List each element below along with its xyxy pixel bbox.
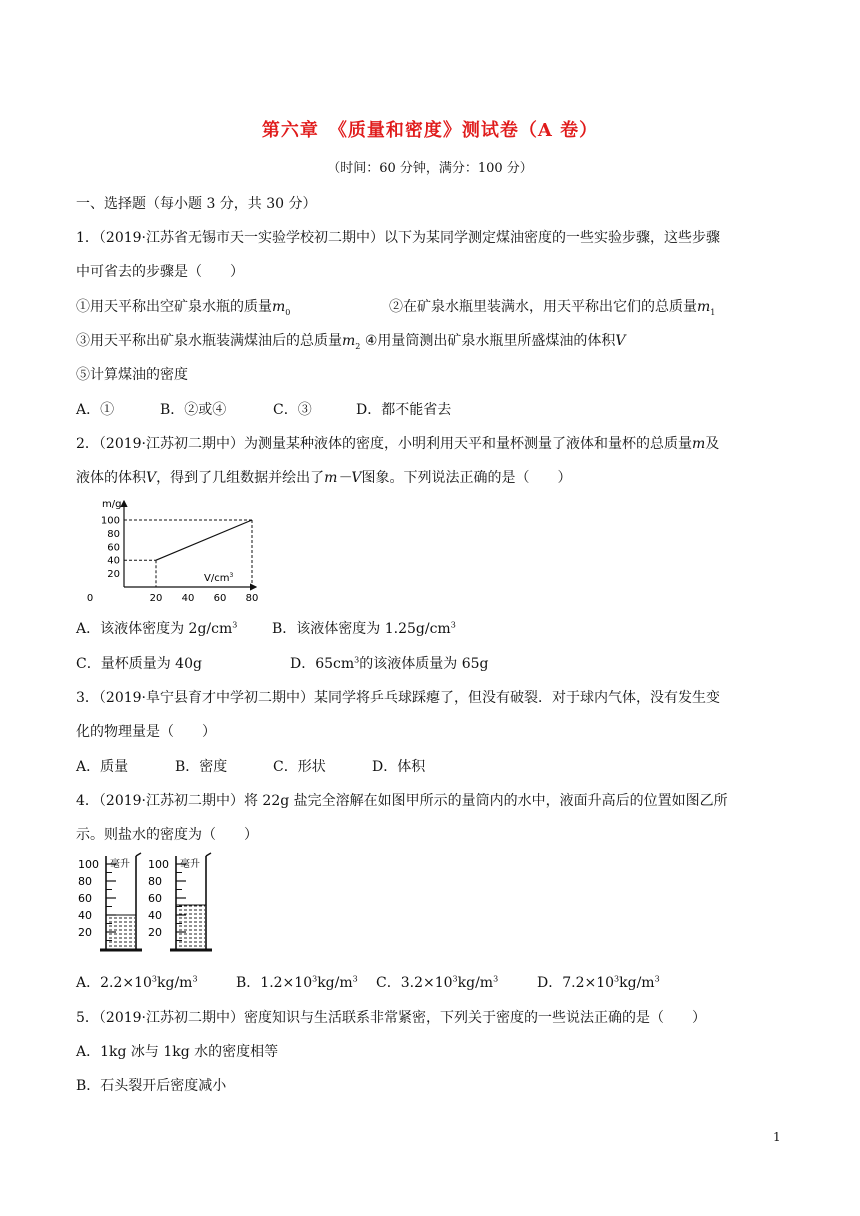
q4-option-b[interactable]: B．$1.2\times 10^3kg/m^3$ (236, 974, 358, 991)
q2-option-d[interactable]: D．$65cm^3$的该液体质量为 65g (290, 655, 489, 672)
q2-option-c[interactable]: C．量杯质量为 40g (76, 656, 202, 672)
q2-stem-line1: 2．（2019·江苏初二期中）为测量某种液体的密度，小明利用天平和量杯测量了液体和量杯的总质量m及 (76, 436, 720, 452)
x-tick-label: 0 (86, 593, 94, 604)
q1-step3: ③用天平称出矿泉水瓶装满煤油后的总质量$m_2$ ④用量筒测出矿泉水瓶里所盛煤油的体积V (76, 333, 626, 351)
page-number: 1 (773, 1130, 781, 1144)
section-heading: 一、选择题（每小题 3 分，共 30 分） (76, 196, 317, 212)
page-title: 第六章 《质量和密度》测试卷（A 卷） (261, 120, 599, 141)
q3-stem-line1: 3．（2019·阜宁县育才中学初二期中）某同学将乒乓球踩瘪了，但没有破裂．对于球内气体，没有发生变 (76, 690, 720, 706)
q2-option-b[interactable]: B．该液体密度为 $1.25g/cm^3$ (272, 620, 456, 637)
q4-stem-line2: 示。则盐水的密度为（ ） (76, 827, 258, 843)
x-tick-label: 80 (245, 593, 259, 604)
q2-stem-line2: 液体的体积V，得到了几组数据并绘出了m－V图象。下列说法正确的是（ ） (76, 470, 572, 486)
cylinder-tick-label: 80 (148, 875, 162, 888)
q4-option-d[interactable]: D．$7.2\times 10^3kg/m^3$ (537, 974, 660, 991)
q4-option-c[interactable]: C．$3.2\times 10^3kg/m^3$ (376, 974, 499, 991)
data-line (156, 520, 252, 560)
cylinder-tick-label: 80 (78, 875, 92, 888)
q1-stem-line2: 中可省去的步骤是（ ） (76, 264, 244, 280)
q5-option-b[interactable]: B．石头裂开后密度减小 (76, 1078, 227, 1094)
q1-option-b[interactable]: B．②或④ (160, 402, 227, 418)
y-tick-label: 20 (107, 569, 120, 581)
q3-stem-line2: 化的物理量是（ ） (76, 724, 216, 740)
liquid-fill (177, 905, 205, 948)
cylinder-tick-label: 40 (78, 909, 92, 922)
q1-step2: ②在矿泉水瓶里装满水，用天平称出它们的总质量$m_1$ (389, 299, 716, 317)
q1-option-c[interactable]: C．③ (273, 402, 312, 418)
q3-option-b[interactable]: B．密度 (175, 759, 228, 775)
x-axis-label: $V/cm^3$ (204, 572, 234, 584)
page-subtitle: （时间：60 分钟，满分：100 分） (327, 161, 533, 176)
q1-option-a[interactable]: A．① (76, 402, 115, 418)
q5-option-a[interactable]: A．1kg 冰与 1kg 水的密度相等 (76, 1044, 279, 1060)
y-tick-label: 60 (107, 542, 120, 554)
cylinder-tick-label: 20 (78, 926, 92, 939)
q3-option-a[interactable]: A．质量 (76, 759, 129, 775)
cylinder-tick-label: 100 (78, 858, 99, 871)
q1-stem-line1: 1．（2019·江苏省无锡市天一实验学校初二期中）以下为某同学测定煤油密度的一些实验步骤，这些步骤 (76, 230, 720, 246)
mass-volume-graph (72, 493, 262, 611)
cylinder-tick-label: 20 (148, 926, 162, 939)
q2-option-a[interactable]: A．该液体密度为 $2g/cm^3$ (76, 620, 238, 637)
y-tick-label: 80 (107, 528, 120, 540)
q3-option-c[interactable]: C．形状 (273, 759, 326, 775)
cylinder-tick-label: 60 (148, 892, 162, 905)
x-tick-label: 40 (181, 593, 195, 604)
cylinder-tick-label: 40 (148, 909, 162, 922)
cylinder-spout (206, 853, 211, 856)
q1-step5: ⑤计算煤油的密度 (76, 367, 188, 383)
y-axis-label: m/g (102, 499, 122, 510)
q4-stem-line1: 4．（2019·江苏初二期中）将 22g 盐完全溶解在如图甲所示的量筒内的水中，液面升高后的位置如图乙所 (76, 793, 728, 809)
y-tick-label: 100 (100, 515, 120, 527)
cylinder-tick-label: 60 (78, 892, 92, 905)
q5-stem: 5．（2019·江苏初二期中）密度知识与生活联系非常紧密，下列关于密度的一些说法正确的是（ ） (76, 1010, 706, 1026)
cylinder-unit-label: 毫升 (110, 859, 130, 870)
graduated-cylinders-figure (74, 852, 224, 962)
y-tick-label: 40 (107, 555, 120, 567)
cylinder-yi (148, 853, 212, 950)
cylinder-spout (136, 853, 141, 856)
x-tick-label: 60 (213, 593, 227, 604)
x-tick-label: 20 (149, 593, 163, 604)
q3-option-d[interactable]: D．体积 (372, 759, 426, 775)
cylinder-jia (78, 853, 142, 950)
q4-option-a[interactable]: A．$2.2\times 10^3kg/m^3$ (76, 974, 198, 991)
q1-option-d[interactable]: D．都不能省去 (356, 402, 452, 418)
cylinder-unit-label: 毫升 (180, 859, 200, 870)
cylinder-tick-label: 100 (148, 858, 169, 871)
q1-step1: ①用天平称出空矿泉水瓶的质量$m_0$ (76, 299, 291, 317)
